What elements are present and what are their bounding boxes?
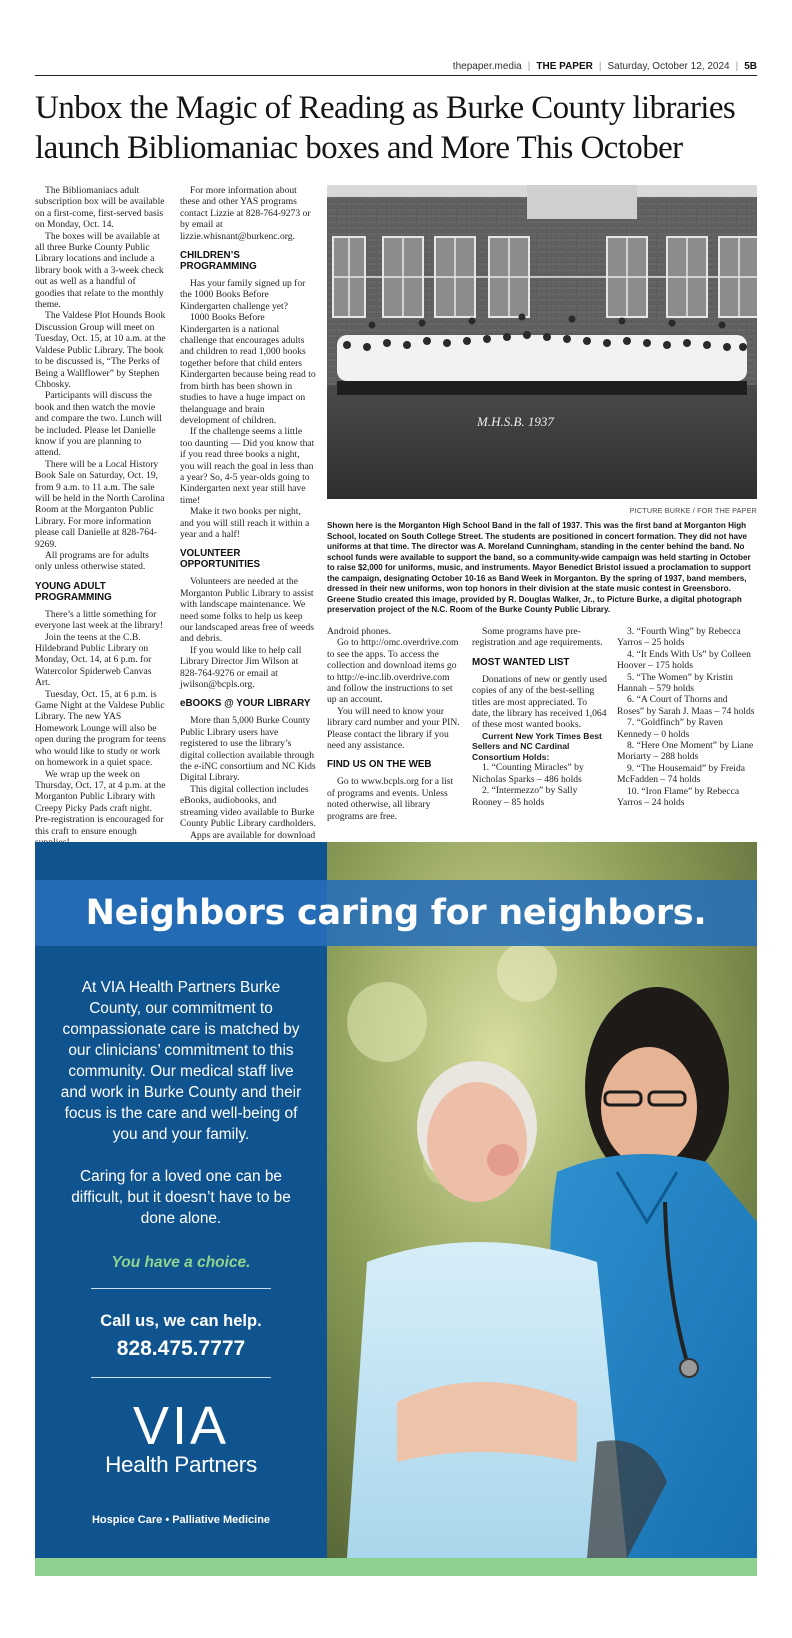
section-heading-web: FIND US ON THE WEB [327, 759, 432, 771]
paragraph: Go to http://omc.overdrive.com to see the apps. To access the collection and download items go to http://e-inc.lib.overdrive.com and follow the instructions to set up an account. [327, 637, 459, 706]
ad-body-paragraph-1: At VIA Health Partners Burke County, our commitment to compassionate care is matched by our clinicians’ commitment to this community. Our medical staff live and work in Burke County and their focus is the care and well-being of you and your family. [60, 979, 302, 1143]
paragraph: Join the teens at the C.B. Hildebrand Public Library on Monday, Oct. 14, at 6 p.m. for Watercolor Spiderweb Canvas Art. [35, 631, 152, 689]
article-column-4 [472, 626, 607, 808]
paragraph: Participants will discuss the book and then watch the movie and compare the two. Lunch will be included. Please let Danielle know if you are planning to attend. [35, 390, 162, 459]
list-subhead: Current New York Times Best Sellers and NC Cardinal Consortium Holds: [472, 730, 602, 762]
section-heading-volunteer: VOLUNTEER OPPORTUNITIES [180, 548, 261, 571]
paragraph: Donations of new or gently used copies of any of the best-selling titles are most appreciated. To date, the library has received 1,064 of these most wanted books. [472, 673, 607, 731]
via-health-advertisement[interactable] [35, 842, 757, 1576]
list-item: 2. “Intermezzo” by Sally Rooney – 85 holds [472, 785, 578, 808]
via-wordmark-icon [119, 1398, 243, 1448]
paragraph: Volunteers are needed at the Morganton Public Library to assist with landscape maintenance. We need some folks to help us keep our landscaped areas free of weeds and debris. [180, 576, 314, 645]
page-number: 5B [744, 61, 757, 72]
via-wordmark-text: VIA [132, 1398, 230, 1448]
paragraph: 1000 Books Before Kindergarten is a national challenge that encourages adults and children to read 1,000 books together before that child enters Kindergarten because being read to from birth has been shown in studies to have a huge impact on thelanguage and brain development of children. [180, 312, 316, 426]
paragraph: There will be a Local History Book Sale on Saturday, Oct. 19, from 9 a.m. to 11 a.m. The sale will be held in the North Carolina Room at the Morganton Public Library. For more information please call Danielle at 828-764-9269. [35, 458, 165, 550]
paragraph: If the challenge seems a little too daunting — Did you know that if you read three books a night, you will reach the goal in less than a year? So, 4-5 year-olds going to Kindergarten next year still have time! [180, 426, 315, 506]
via-logo[interactable] [55, 1398, 307, 1478]
separator: | [735, 61, 739, 72]
paragraph: Apps are available for download [190, 829, 316, 841]
paragraph: The Bibliomaniacs adult subscription box will be available on a first-come, first-served basis on Monday, Oct. 14. [35, 185, 165, 231]
paragraph: Make it two books per night, and you will still reach it within a year and a half! [180, 506, 310, 540]
list-item: 6. “A Court of Thorns and Roses” by Sarah J. Maas – 74 holds [617, 694, 755, 717]
paragraph: Android phones. [327, 626, 391, 637]
band-photo [327, 185, 757, 499]
ad-services-tagline: Hospice Care • Palliative Medicine [91, 1514, 271, 1526]
ad-phone-number[interactable]: 828.475.7777 [116, 1337, 246, 1360]
list-item: 9. “The Housemaid” by Freida McFadden – 74 holds [617, 762, 746, 786]
paragraph: If you would like to help call Library Director Jim Wilson at 828-764-9276 or email at jwilson@bcpls.org. [180, 644, 302, 691]
paragraph: You will need to know your library card number and your PIN. Please contact the library if you need any assistance. [327, 705, 460, 752]
ad-body-paragraph-2: Caring for a loved one can be difficult, but it doesn’t have to be done alone. [71, 1168, 291, 1227]
headline-line-2: launch Bibliomaniac boxes and More This October [35, 130, 683, 166]
ad-green-footer-bar [35, 1558, 757, 1576]
list-item: 5. “The Women” by Kristin Hannah – 579 holds [617, 671, 733, 695]
separator: | [598, 61, 602, 72]
section-heading-ebooks: eBOOKS @ YOUR LIBRARY [180, 698, 311, 710]
list-item: 8. “Here One Moment” by Liane Moriarty – 288 holds [617, 740, 754, 763]
list-item: 4. “It Ends With Us” by Colleen Hoover – 175 holds [617, 648, 751, 672]
ad-choice-tagline: You have a choice. [111, 1254, 251, 1271]
photo-inscription: M.H.S.B. 1937 [477, 414, 554, 429]
ad-divider-bottom [91, 1377, 271, 1378]
paragraph: We wrap up the week on Thursday, Oct. 17, at 4 p.m. at the Morganton Public Library with Creepy Picky Pads craft night. Pre-registration is encouraged for this craft to ensure enough [35, 768, 166, 837]
photo-caption: Shown here is the Morganton High School Band in the fall of 1937. This was the first band at Morganton High School, located on South College Street. The students are positioned in concert formation. They did not have uniforms at that time. The director was A. Moreland Cunningham, standing in the center behind the band. No school funds were available to support the band, so a community-wide campaign was held starting in October to raise $2,000 for uniforms, music, and instruments. Mayor Benedict Bristol issued a proclamation to support the campaign, designating October 10-16 as Band Week in Morganton. By the spring of 1937, band members, dressed in their new uniforms, won top honors in their division at the state music contest in Greensboro. Greene Studio created this image, provided by R. Douglas Walker, Jr., to Picture Burke, a digital photograph preservation project of the N.C. Room of the Burke County Public Library. [327, 521, 751, 614]
list-item: 3. “Fourth Wing” by Rebecca Yarros – 25 holds [617, 626, 741, 649]
headline-line-1: Unbox the Magic of Reading as Burke County libraries [35, 90, 736, 126]
ad-call-to-action: Call us, we can help. [100, 1312, 262, 1330]
paragraph: For more information about these and other YAS programs contact Lizzie at 828-764-9273 or by email at lizzie.whisnant@burkenc.org. [180, 185, 311, 242]
via-logo-subtitle: Health Partners [105, 1452, 257, 1477]
paragraph: This digital collection includes eBooks, audiobooks, and streaming video available to Burke County Public Library cardholders. [180, 783, 316, 830]
paper-name: THE PAPER [536, 61, 593, 72]
section-heading-children: CHILDREN’S PROGRAMMING [180, 250, 257, 273]
photo-credit: PICTURE BURKE / FOR THE PAPER [629, 506, 757, 515]
ad-photo-image [327, 842, 757, 1558]
section-heading-most-wanted: MOST WANTED LIST [472, 656, 570, 668]
site-name[interactable]: thepaper.media [452, 61, 522, 72]
paragraph: Has your family signed up for the 1000 Books Before Kindergarten challenge yet? [180, 278, 306, 312]
paragraph: More than 5,000 Burke County Public Library users have registered to use the library’s digital collection available through the e-iNC consortium and NC Kids Digital Library. [180, 715, 316, 784]
paragraph: There’s a little something for everyone last week at the library! [35, 608, 164, 632]
list-item: 1. “Counting Miracles” by Nicholas Sparks – 486 holds [472, 762, 584, 785]
paragraph: Tuesday, Oct. 15, at 6 p.m. is Game Night at the Valdese Public Library. The new YAS Homework Lounge will also be open during the program for teens who would like to study or work on homework in a quiet space. [35, 688, 166, 769]
list-item: 10. “Iron Flame” by Rebecca Yarros – 24 holds [617, 785, 740, 809]
article-column-1 [35, 185, 166, 848]
ad-divider-top [91, 1288, 271, 1289]
article-column-5 [617, 626, 757, 809]
paragraph: The Valdese Plot Hounds Book Discussion Group will meet on Tuesday, Oct. 15, at 10 a.m. at the Valdese Public Library. The book to be discussed is, “The Perks of Being a Wallflower” by Stephen Chbosky. [35, 310, 166, 390]
paragraph: All programs are for adults only unless otherwise stated. [35, 550, 149, 573]
paragraph: Some programs have pre-registration and age requirements. [472, 626, 603, 649]
article-headline [35, 88, 757, 168]
paragraph: The boxes will be available at all three Burke County Public Library locations and include a library book with a 3-week check out as well as a handful of goodies that relate to the monthly theme. [35, 230, 164, 311]
issue-date: Saturday, October 12, 2024 [607, 61, 730, 72]
separator: | [527, 61, 531, 72]
article-column-3 [327, 626, 462, 822]
masthead [35, 58, 757, 76]
ad-banner-headline: Neighbors caring for neighbors. [35, 880, 757, 946]
paragraph: Go to www.bcpls.org for a list of programs and events. Unless noted otherwise, all library programs are free. [327, 776, 454, 822]
article-column-2 [180, 185, 316, 864]
ad-photo-nurse-and-patient [327, 842, 757, 1558]
band-photo-image [327, 185, 757, 499]
section-heading-young-adult: YOUNG ADULT PROGRAMMING [35, 580, 112, 603]
list-item: 7. “Goldfinch” by Raven Kennedy – 0 holds [617, 717, 723, 740]
